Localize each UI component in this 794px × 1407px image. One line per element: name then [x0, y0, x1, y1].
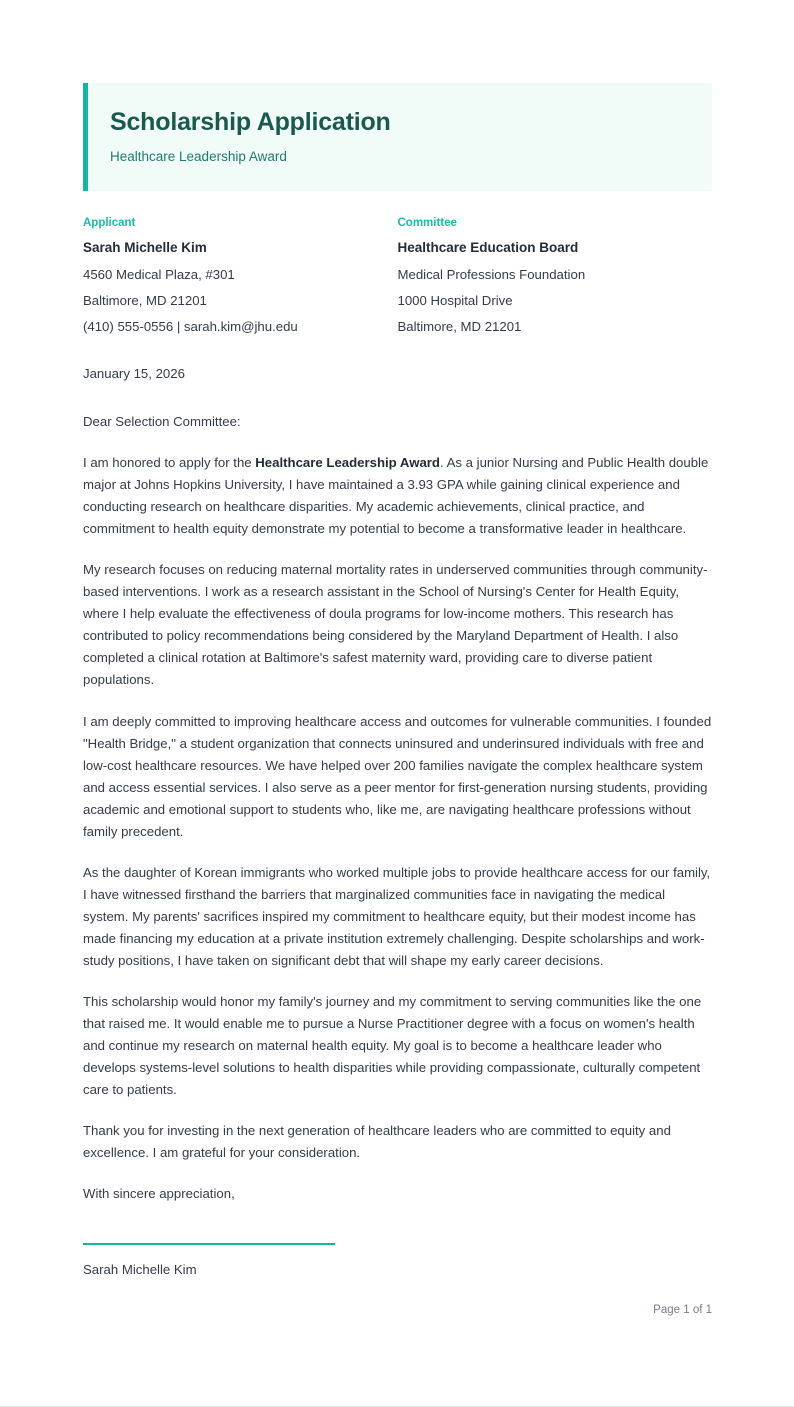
letter-date: January 15, 2026 [83, 366, 185, 382]
letter-paragraph-2: My research focuses on reducing maternal mortality rates in underserved communities through community-based interventions. I work as a research assistant in the School of Nursing's Center for Health Equity, where I help evaluate the effectiveness of doula programs for low-income mothers. This research has contributed to policy recommendations being considered by the Maryland Department of Health. I also completed a clinical rotation at Baltimore's safest maternity ward, providing care to diverse patient populations. [83, 562, 708, 688]
signature-block [83, 1243, 712, 1278]
letter-paragraph-5: This scholarship would honor my family's journey and my commitment to serving communities like the one that raised me. It would enable me to pursue a Nurse Practitioner degree with a focus on women's health and continue my research on maternal health equity. My goal is to become a healthcare leader who develops systems-level solutions to health disparities while providing compassionate, culturally competent care to patients. [83, 994, 702, 1098]
signature-line [83, 1243, 335, 1245]
letter-salutation: Dear Selection Committee: [83, 414, 241, 430]
committee-block [398, 217, 713, 335]
committee-address-line-2: 1000 Hospital Drive [397, 293, 513, 309]
letter-paragraph-1 [83, 452, 712, 540]
applicant-label: Applicant [83, 217, 136, 230]
document-footer [83, 1303, 712, 1318]
page-content [83, 0, 712, 1279]
letter-paragraph-3: I am deeply committed to improving healthcare access and outcomes for vulnerable communities. I founded "Health Bridge," a student organization that connects uninsured and underinsured individuals with free and low-cost healthcare resources. We have helped over 200 families navigate the complex healthcare system and access essential services. I also serve as a peer mentor for first-generation nursing students, providing academic and emotional support to students who, like me, are navigating healthcare professions without family precedent. [83, 713, 712, 839]
signature-name: Sarah Michelle Kim [83, 1262, 197, 1278]
paragraph-1-post: . As a junior Nursing and Public Health double major at Johns Hopkins University, I have maintained a 3.93 GPA while gaining clinical experience and conducting research on healthcare disparities. My academic achievements, clinical practice, and commitment to health equity demonstrate my potential to become a transformative leader in healthcare. [83, 455, 709, 537]
applicant-address-line-1: 4560 Medical Plaza, #301 [83, 266, 235, 282]
document-header [83, 83, 712, 191]
letter-closing: With sincere appreciation, [83, 1186, 235, 1202]
committee-label: Committee [397, 217, 457, 230]
letter-paragraph-4: As the daughter of Korean immigrants who worked multiple jobs to provide healthcare access for our family, I have witnessed firsthand the barriers that marginalized communities face in navigating the medical system. My parents' sacrifices inspired my commitment to healthcare equity, but their modest income has made financing my education at a private institution extremely challenging. Despite scholarships and work-study positions, I have taken on significant debt that will shape my early career decisions. [83, 864, 711, 968]
parties-section [83, 217, 712, 335]
committee-name: Healthcare Education Board [397, 240, 579, 256]
page-title: Scholarship Application [110, 108, 391, 136]
letter-body [83, 452, 712, 1164]
committee-address-line-1: Medical Professions Foundation [397, 266, 586, 282]
page-number: Page 1 of 1 [653, 1304, 712, 1316]
letter-paragraph-6: Thank you for investing in the next generation of healthcare leaders who are committed to equity and excellence. I am grateful for your consideration. [83, 1123, 671, 1161]
applicant-block [83, 217, 398, 335]
applicant-contact-line: (410) 555-0556 | sarah.kim@jhu.edu [83, 319, 298, 335]
award-name-emphasis: Healthcare Leadership Award [255, 455, 440, 471]
page-subtitle: Healthcare Leadership Award [110, 148, 287, 164]
paragraph-1-pre: I am honored to apply for the [83, 455, 256, 471]
applicant-name: Sarah Michelle Kim [83, 240, 207, 256]
committee-address-line-3: Baltimore, MD 21201 [397, 319, 522, 335]
applicant-address-line-2: Baltimore, MD 21201 [83, 293, 207, 309]
